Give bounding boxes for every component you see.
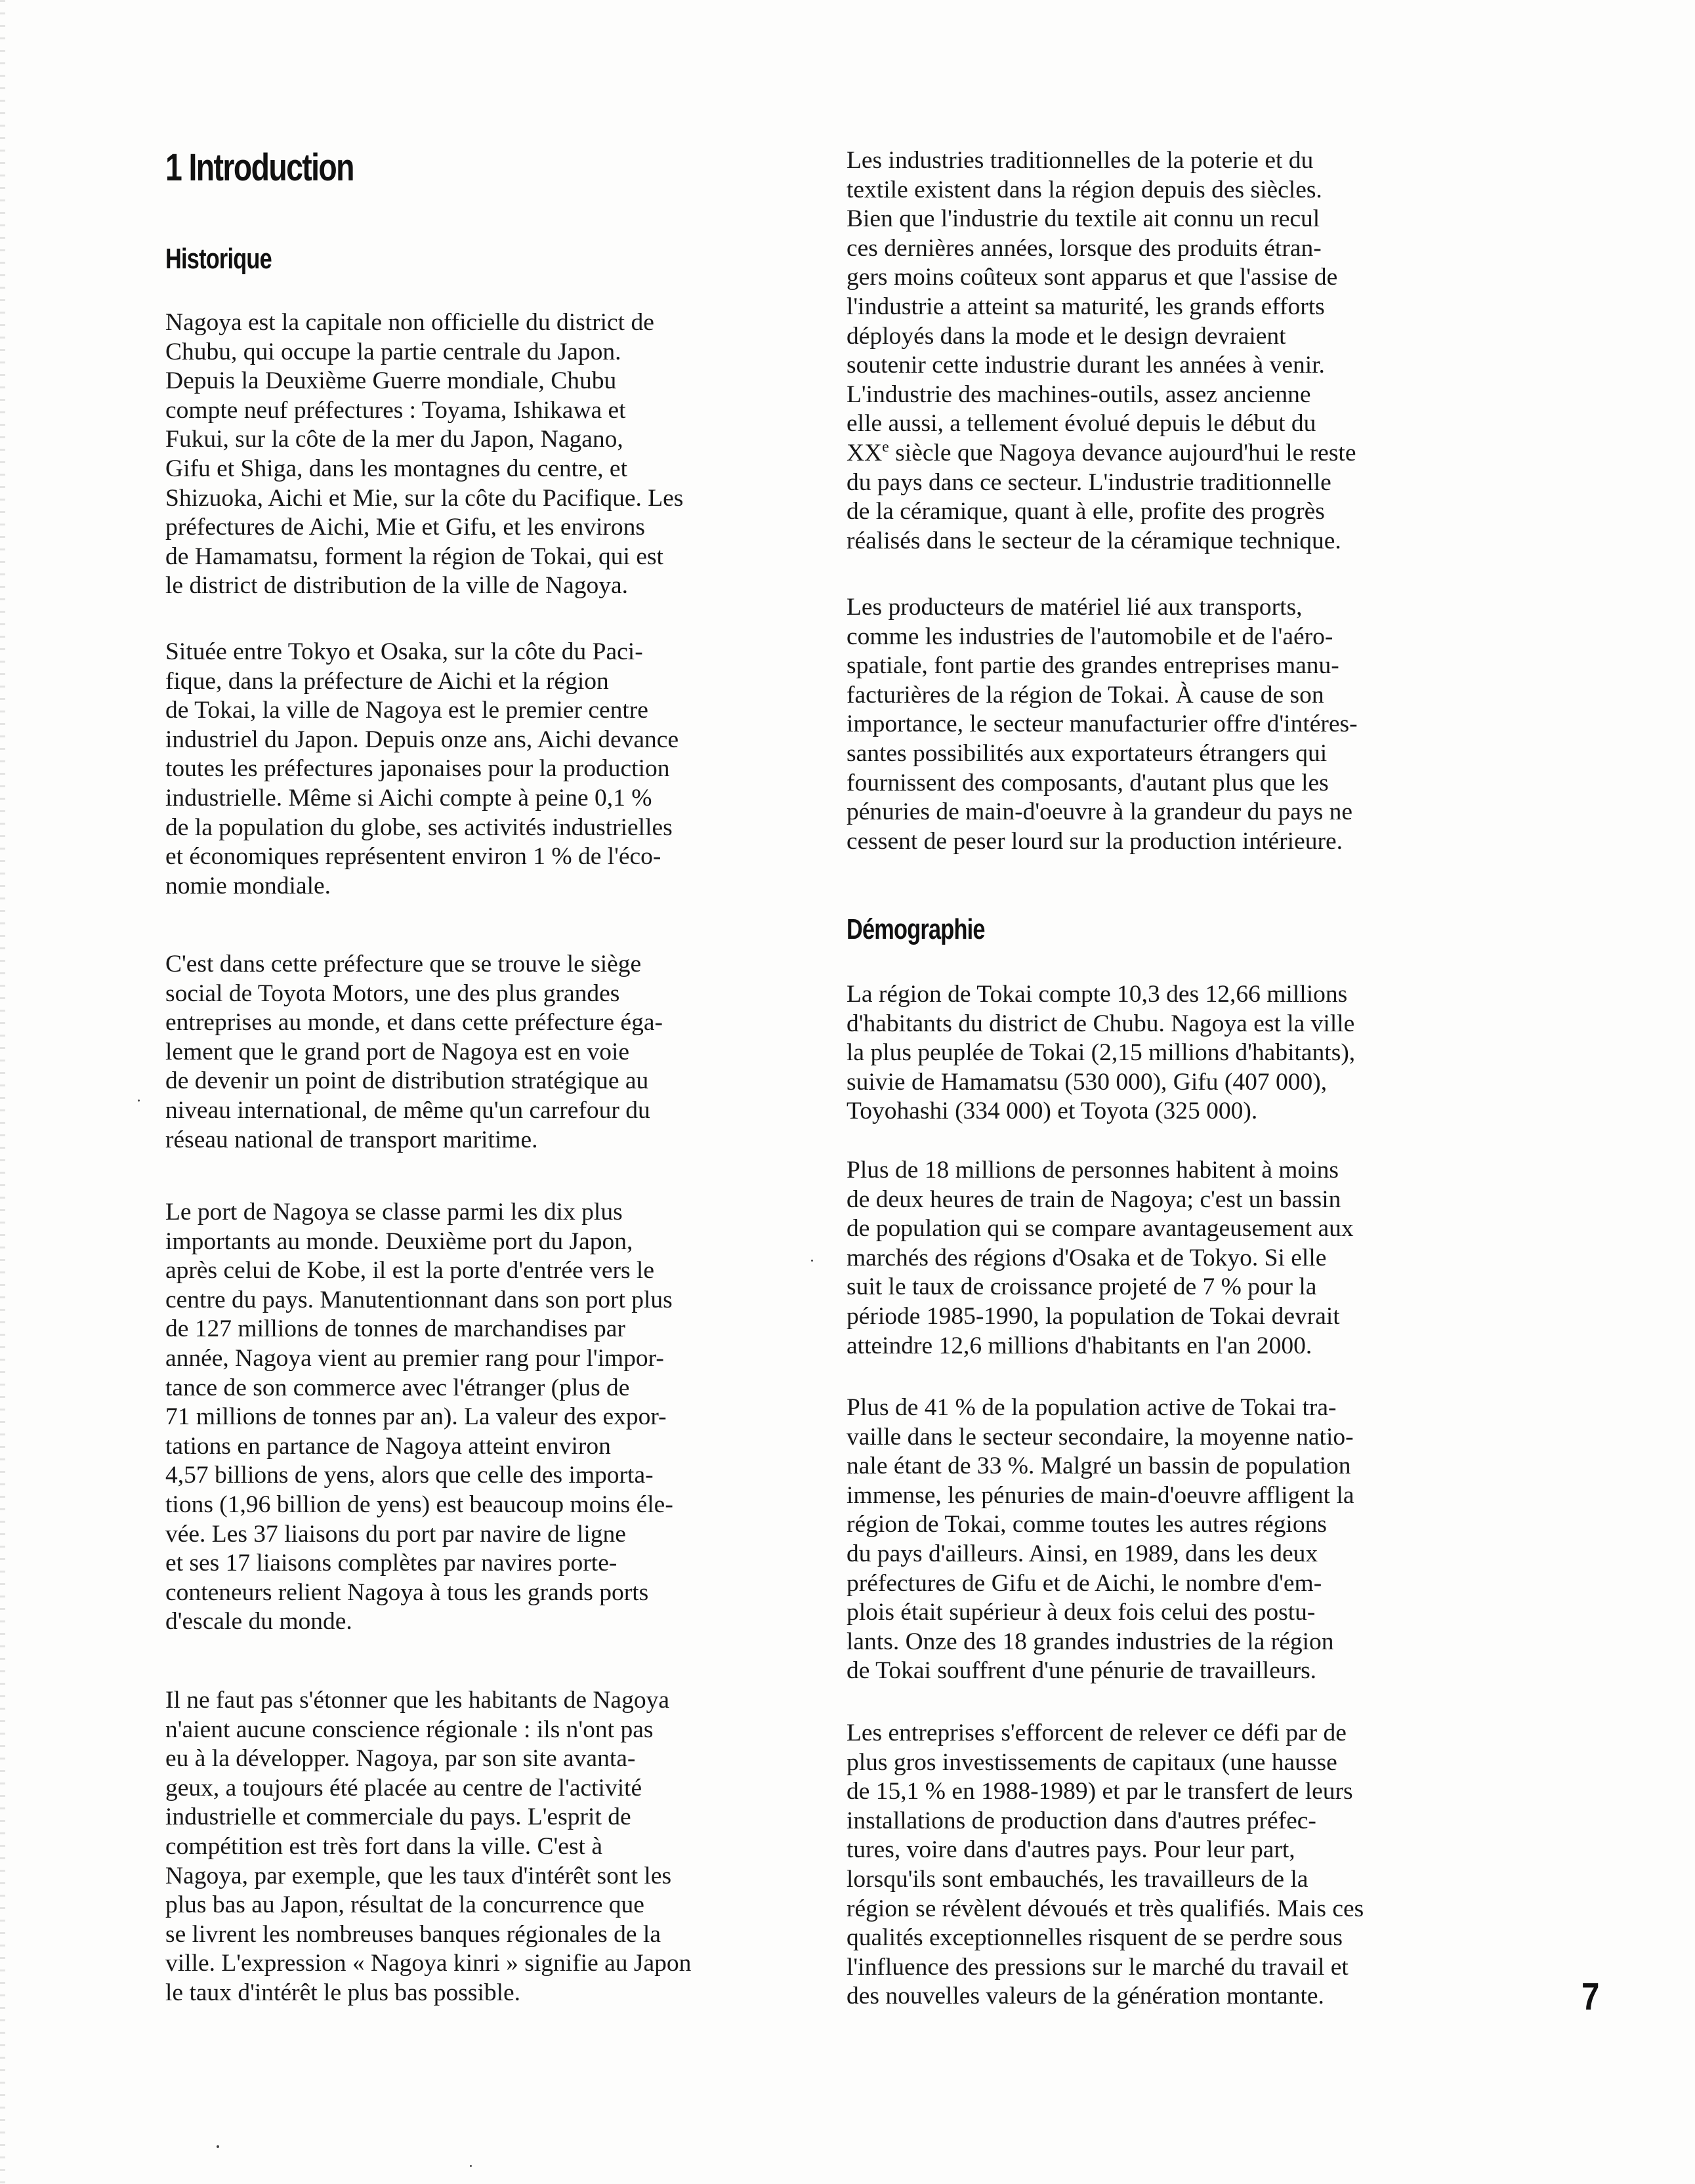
- scan-speck: [470, 2165, 472, 2167]
- text-line: vaille dans le secteur secondaire, la moyenne natio-: [847, 1423, 1354, 1451]
- text-line: année, Nagoya vient au premier rang pour l'impor-: [165, 1344, 664, 1372]
- text-line: du pays dans ce secteur. L'industrie traditionnelle: [847, 468, 1331, 496]
- text-line: compte neuf préfectures : Toyama, Ishikawa et: [165, 396, 626, 424]
- text-line: de deux heures de train de Nagoya; c'est un bassin: [847, 1185, 1341, 1213]
- text-line: suit le taux de croissance projeté de 7 % pour la: [847, 1273, 1317, 1301]
- text-line: région de Tokai, comme toutes les autres régions: [847, 1511, 1327, 1538]
- text-line: comme les industries de l'automobile et de l'aéro-: [847, 623, 1333, 650]
- text-line: elle aussi, a tellement évolué depuis le début du: [847, 410, 1316, 438]
- text-line: Les producteurs de matériel lié aux transports,: [847, 594, 1303, 621]
- text-line: centre du pays. Manutentionnant dans son port plus: [165, 1286, 673, 1313]
- text-line: tures, voire dans d'autres pays. Pour leur part,: [847, 1836, 1295, 1864]
- text-line: lants. Onze des 18 grandes industries de la région: [847, 1628, 1334, 1655]
- paragraph: [847, 980, 1355, 1126]
- text-line: Toyohashi (334 000) et Toyota (325 000).: [847, 1098, 1258, 1125]
- text-line: de la céramique, quant à elle, profite des progrès: [847, 498, 1325, 525]
- scan-speck: [811, 1260, 813, 1262]
- text-line: plus gros investissements de capitaux (une hausse: [847, 1748, 1337, 1776]
- text-line: tions (1,96 billion de yens) est beaucoup moins éle-: [165, 1491, 673, 1518]
- text-line: La région de Tokai compte 10,3 des 12,66 millions: [847, 981, 1348, 1008]
- text-line: suivie de Hamamatsu (530 000), Gifu (407 000),: [847, 1068, 1328, 1096]
- text-line: la plus peuplée de Tokai (2,15 millions d'habitants),: [847, 1039, 1356, 1067]
- page-number: 7: [1581, 1975, 1600, 2018]
- text-line: lorsqu'ils sont embauchés, les travailleurs de la: [847, 1865, 1308, 1893]
- text-line: importants au monde. Deuxième port du Japon,: [165, 1227, 633, 1255]
- text-line: Située entre Tokyo et Osaka, sur la côte du Paci-: [165, 638, 643, 665]
- text-line: spatiale, font partie des grandes entreprises manu-: [847, 652, 1339, 680]
- text-line: de population qui se compare avantageusement aux: [847, 1215, 1354, 1243]
- text-line: de Tokai, la ville de Nagoya est le premier centre: [165, 697, 648, 724]
- text-line: période 1985-1990, la population de Tokai devrait: [847, 1302, 1340, 1330]
- text-line: geux, a toujours été placée au centre de l'activité: [165, 1774, 642, 1802]
- text-line: d'habitants du district de Chubu. Nagoya est la ville: [847, 1010, 1355, 1037]
- text-line: Shizuoka, Aichi et Mie, sur la côte du Pacifique. Les: [165, 484, 684, 512]
- text-line: fournissent des composants, d'autant plus que les: [847, 769, 1329, 796]
- text-line: social de Toyota Motors, une des plus grandes: [165, 979, 620, 1007]
- text-line: ces dernières années, lorsque des produits étran-: [847, 234, 1322, 262]
- scan-speck: [138, 1100, 140, 1102]
- text-line: du pays d'ailleurs. Ainsi, en 1989, dans les deux: [847, 1540, 1318, 1567]
- text-line: préfectures de Aichi, Mie et Gifu, et les environs: [165, 514, 646, 541]
- text-line: pénuries de main-d'oeuvre à la grandeur du pays ne: [847, 798, 1353, 826]
- text-line: préfectures de Gifu et de Aichi, le nombre d'em-: [847, 1569, 1322, 1597]
- text-line: Gifu et Shiga, dans les montagnes du centre, et: [165, 455, 627, 482]
- text-line: de la population du globe, ses activités industrielles: [165, 814, 673, 841]
- text-line: toutes les préfectures japonaises pour la production: [165, 755, 670, 783]
- text-line: conteneurs relient Nagoya à tous les grands ports: [165, 1578, 649, 1606]
- text-line: de devenir un point de distribution stratégique au: [165, 1067, 649, 1095]
- text-line: se livrent les nombreuses banques régionales de la: [165, 1920, 661, 1948]
- text-line: le taux d'intérêt le plus bas possible.: [165, 1979, 521, 2006]
- text-line: eu à la développer. Nagoya, par son site avanta-: [165, 1745, 636, 1773]
- text-line: lement que le grand port de Nagoya est en voie: [165, 1038, 630, 1065]
- text-line: installations de production dans d'autres préfec-: [847, 1807, 1316, 1834]
- text-line: compétition est très fort dans la ville. C'est à: [165, 1832, 602, 1860]
- text-line: industrielle. Même si Aichi compte à peine 0,1 %: [165, 784, 652, 812]
- text-line: d'escale du monde.: [165, 1608, 352, 1636]
- text-line: région se révèlent dévoués et très qualifiés. Mais ces: [847, 1895, 1364, 1922]
- text-line: Nagoya est la capitale non officielle du district de: [165, 309, 654, 336]
- text-line: nale étant de 33 %. Malgré un bassin de population: [847, 1453, 1351, 1480]
- text-line: soutenir cette industrie durant les années à venir.: [847, 352, 1325, 379]
- paragraph: [165, 308, 683, 601]
- chapter-title: 1 Introduction: [165, 146, 354, 189]
- text-line: industrielle et commerciale du pays. L'esprit de: [165, 1803, 631, 1831]
- paragraph: [165, 1686, 691, 2008]
- text-line: et économiques représentent environ 1 % de l'éco-: [165, 843, 661, 871]
- section-heading-historique: Historique: [165, 243, 272, 275]
- text-line: réseau national de transport maritime.: [165, 1126, 538, 1153]
- text-line: 71 millions de tonnes par an). La valeur des expor-: [165, 1403, 667, 1431]
- text-line: qualités exceptionnelles risquent de se perdre sous: [847, 1924, 1343, 1952]
- text-line: Depuis la Deuxième Guerre mondiale, Chubu: [165, 367, 617, 395]
- paragraph: [165, 950, 663, 1155]
- text-line: de Tokai souffrent d'une pénurie de travailleurs.: [847, 1657, 1317, 1685]
- text-line: industriel du Japon. Depuis onze ans, Aichi devance: [165, 726, 679, 753]
- text-line: l'industrie a atteint sa maturité, les grands efforts: [847, 293, 1325, 320]
- text-line: ville. L'expression « Nagoya kinri » signifie au Japon: [165, 1950, 692, 1977]
- scan-edge: [0, 0, 5, 2184]
- text-line: de Hamamatsu, forment la région de Tokai, qui est: [165, 543, 663, 570]
- text-line: niveau international, de même qu'un carrefour du: [165, 1096, 650, 1124]
- text-line: Nagoya, par exemple, que les taux d'intérêt sont les: [165, 1862, 672, 1889]
- text-line: 4,57 billions de yens, alors que celle des importa-: [165, 1462, 654, 1489]
- text-line: textile existent dans la région depuis des siècles.: [847, 176, 1322, 203]
- text-line: santes possibilités aux exportateurs étrangers qui: [847, 739, 1328, 767]
- section-heading-demographie: Démographie: [847, 913, 985, 945]
- text-line: importance, le secteur manufacturier offre d'intéres-: [847, 711, 1358, 738]
- text-line: n'aient aucune conscience régionale : ils n'ont pas: [165, 1716, 654, 1743]
- text-line: plus bas au Japon, résultat de la concurrence que: [165, 1891, 644, 1919]
- scan-speck: [217, 2145, 219, 2148]
- text-line: réalisés dans le secteur de la céramique technique.: [847, 527, 1341, 554]
- text-line: Plus de 18 millions de personnes habitent à moins: [847, 1157, 1339, 1184]
- paragraph: [165, 1198, 673, 1637]
- text-line: Les entreprises s'efforcent de relever ce défi par de: [847, 1720, 1347, 1746]
- text-line: cessent de peser lourd sur la production intérieure.: [847, 827, 1343, 855]
- paragraph: [847, 1719, 1364, 2011]
- paragraph: [847, 1156, 1354, 1361]
- text-line: nomie mondiale.: [165, 872, 331, 899]
- text-line: de 15,1 % en 1988-1989) et par le transfert de leurs: [847, 1778, 1353, 1805]
- text-line: plois était supérieur à deux fois celui des postu-: [847, 1599, 1316, 1626]
- text-line: Bien que l'industrie du textile ait connu un recul: [847, 205, 1320, 233]
- text-line: Fukui, sur la côte de la mer du Japon, Nagano,: [165, 426, 623, 453]
- text-line: tations en partance de Nagoya atteint environ: [165, 1432, 611, 1460]
- text-line: de 127 millions de tonnes de marchandises par: [165, 1315, 625, 1343]
- text-line: l'influence des pressions sur le marché du travail et: [847, 1953, 1349, 1981]
- text-line: Il ne faut pas s'étonner que les habitants de Nagoya: [165, 1687, 669, 1714]
- paragraph: [847, 1393, 1354, 1686]
- text-line: Chubu, qui occupe la partie centrale du Japon.: [165, 338, 621, 365]
- text-line: fique, dans la préfecture de Aichi et la région: [165, 667, 609, 695]
- text-line: Plus de 41 % de la population active de Tokai tra-: [847, 1394, 1337, 1421]
- text-line: entreprises au monde, et dans cette préfecture éga-: [165, 1009, 663, 1037]
- text-line: C'est dans cette préfecture que se trouve le siège: [165, 951, 642, 978]
- text-line: Les industries traditionnelles de la poterie et du: [847, 147, 1314, 174]
- paragraph: [165, 638, 679, 901]
- text-line: après celui de Kobe, il est la porte d'entrée vers le: [165, 1257, 654, 1285]
- text-line: marchés des régions d'Osaka et de Tokyo. Si elle: [847, 1244, 1327, 1271]
- text-line: déployés dans la mode et le design devraient: [847, 322, 1286, 350]
- text-line: vée. Les 37 liaisons du port par navire de ligne: [165, 1520, 626, 1548]
- text-line: des nouvelles valeurs de la génération montante.: [847, 1983, 1324, 2010]
- text-line: Le port de Nagoya se classe parmi les dix plus: [165, 1199, 623, 1226]
- text-line: et ses 17 liaisons complètes par navires porte-: [165, 1550, 617, 1577]
- paragraph: [847, 593, 1358, 856]
- text-line: L'industrie des machines-outils, assez ancienne: [847, 381, 1311, 408]
- text-line: le district de distribution de la ville de Nagoya.: [165, 572, 629, 600]
- text-line: XXe siècle que Nagoya devance aujourd'hui le reste: [847, 438, 1356, 466]
- text-line: tance de son commerce avec l'étranger (plus de: [165, 1374, 630, 1401]
- text-line: atteindre 12,6 millions d'habitants en l'an 2000.: [847, 1332, 1312, 1359]
- text-line: immense, les pénuries de main-d'oeuvre affligent la: [847, 1481, 1354, 1509]
- paragraph: [847, 146, 1356, 556]
- text-line: facturières de la région de Tokai. À cause de son: [847, 681, 1324, 709]
- text-line: gers moins coûteux sont apparus et que l'assise de: [847, 264, 1338, 291]
